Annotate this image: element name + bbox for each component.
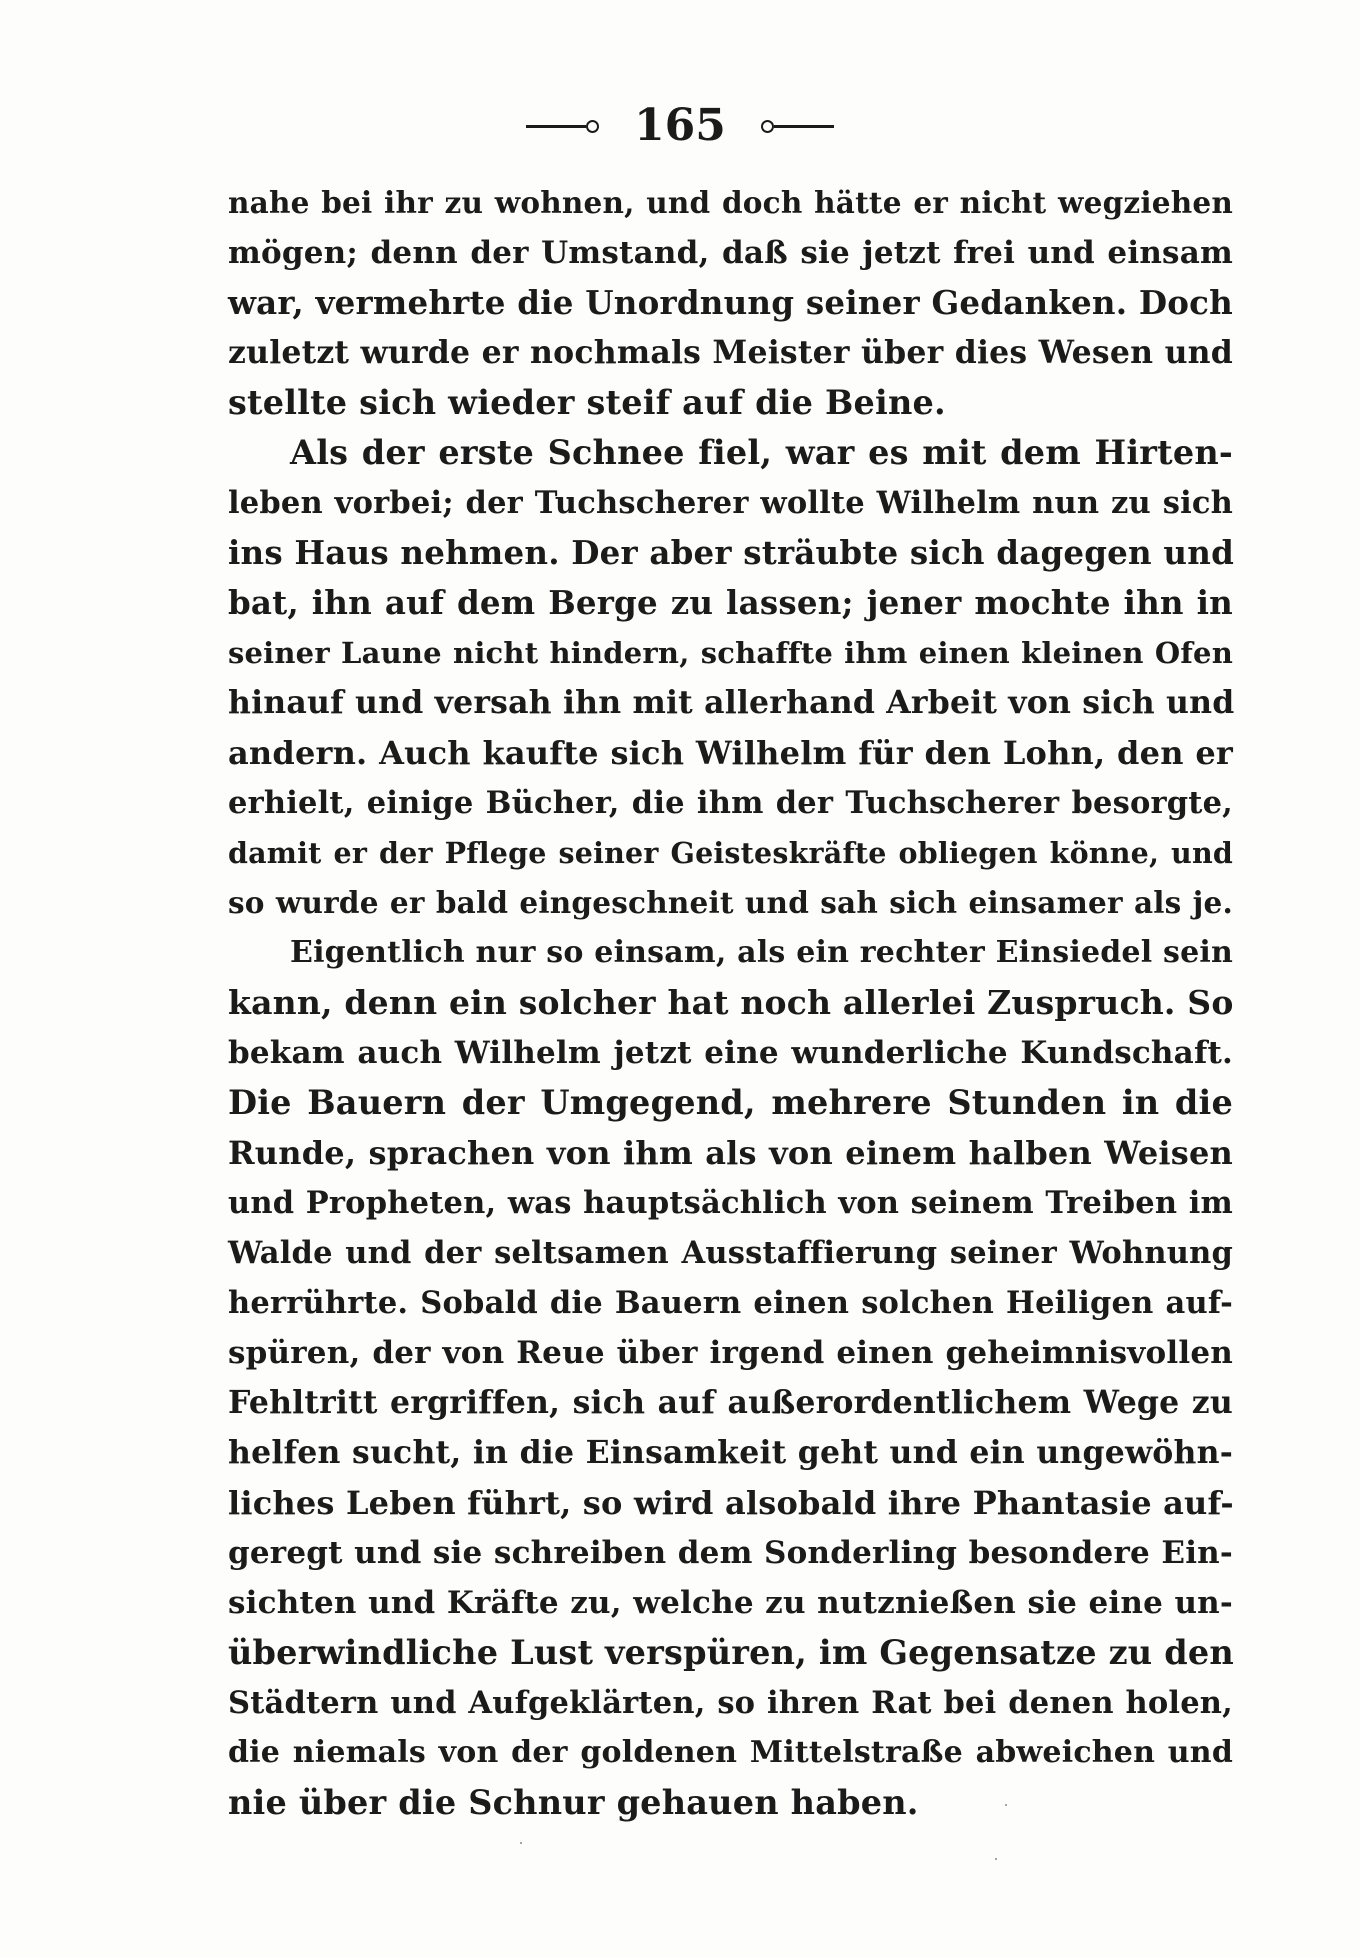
paragraph	[228, 178, 1233, 428]
paper-speck	[995, 1858, 997, 1860]
left-ornament-rule	[526, 125, 586, 128]
text-line: mögen; denn der Umstand, daß sie jetzt frei und einsam	[228, 235, 1233, 271]
body-text	[228, 178, 1233, 1828]
text-line: liches Leben führt, so wird alsobald ihre Phantasie auf-	[228, 1484, 1234, 1522]
text-line: Städtern und Aufgeklärten, so ihren Rat bei denen holen,	[228, 1685, 1233, 1721]
text-line: Die Bauern der Umgegend, mehrere Stunden in die	[228, 1083, 1233, 1122]
text-line: seiner Laune nicht hindern, schaffte ihm einen kleinen Ofen	[228, 636, 1233, 670]
text-line: Runde, sprachen von ihm als von einem halben Weisen	[228, 1134, 1233, 1172]
paragraph	[228, 928, 1233, 1828]
right-ornament-rule	[774, 125, 834, 128]
text-line: bat, ihn auf dem Berge zu lassen; jener mochte ihn in	[228, 583, 1233, 622]
text-line: war, vermehrte die Unordnung seiner Gedanken. Doch	[228, 283, 1233, 322]
paper-speck	[520, 1842, 522, 1844]
text-line: Walde und der seltsamen Ausstaffierung seiner Wohnung	[228, 1235, 1233, 1271]
text-line: Als der erste Schnee fiel, war es mit dem Hirten-	[290, 433, 1233, 472]
text-line: spüren, der von Reue über irgend einen geheimnisvollen	[228, 1335, 1233, 1371]
text-line: Fehltritt ergriffen, sich auf außerordentlichem Wege zu	[228, 1384, 1233, 1421]
page-header	[0, 98, 1360, 154]
text-line: so wurde er bald eingeschneit und sah sich einsamer als je.	[228, 885, 1233, 920]
paper-speck	[1005, 1804, 1007, 1806]
text-line: nahe bei ihr zu wohnen, und doch hätte er nicht wegziehen	[228, 185, 1233, 220]
right-ornament-ring	[761, 120, 774, 133]
text-line: hinauf und versah ihn mit allerhand Arbeit von sich und	[228, 684, 1235, 721]
text-line: helfen sucht, in die Einsamkeit geht und ein ungewöhn-	[228, 1434, 1233, 1471]
text-line: die niemals von der goldenen Mittelstraße abweichen und	[228, 1735, 1233, 1770]
text-line: Eigentlich nur so einsam, als ein rechter Einsiedel sein	[290, 935, 1233, 970]
text-line: und Propheten, was hauptsächlich von seinem Treiben im	[228, 1185, 1233, 1221]
text-line: damit er der Pflege seiner Geisteskräfte obliegen könne, und	[228, 836, 1233, 870]
left-ornament-ring	[586, 120, 599, 133]
text-line: leben vorbei; der Tuchscherer wollte Wilhelm nun zu sich	[228, 485, 1233, 521]
text-line: nie über die Schnur gehauen haben.	[228, 1783, 919, 1822]
text-line: erhielt, einige Bücher, die ihm der Tuchscherer besorgte,	[228, 785, 1233, 821]
text-line: sichten und Kräfte zu, welche zu nutznießen sie eine un-	[228, 1585, 1233, 1621]
text-line: herrührte. Sobald die Bauern einen solchen Heiligen auf-	[228, 1285, 1233, 1321]
text-line: zuletzt wurde er nochmals Meister über dies Wesen und	[228, 334, 1233, 371]
text-line: andern. Auch kaufte sich Wilhelm für den Lohn, den er	[228, 734, 1233, 772]
page-number: 165	[634, 100, 726, 151]
paragraph	[228, 428, 1233, 928]
text-line: geregt und sie schreiben dem Sonderling besondere Ein-	[228, 1535, 1233, 1571]
text-line: ins Haus nehmen. Der aber sträubte sich dagegen und	[228, 533, 1234, 572]
text-line: stellte sich wieder steif auf die Beine.	[228, 383, 946, 422]
text-line: bekam auch Wilhelm jetzt eine wunderliche Kundschaft.	[228, 1035, 1233, 1071]
text-line: überwindliche Lust verspüren, im Gegensatze zu den	[228, 1633, 1234, 1672]
text-line: kann, denn ein solcher hat noch allerlei Zuspruch. So	[228, 983, 1234, 1022]
